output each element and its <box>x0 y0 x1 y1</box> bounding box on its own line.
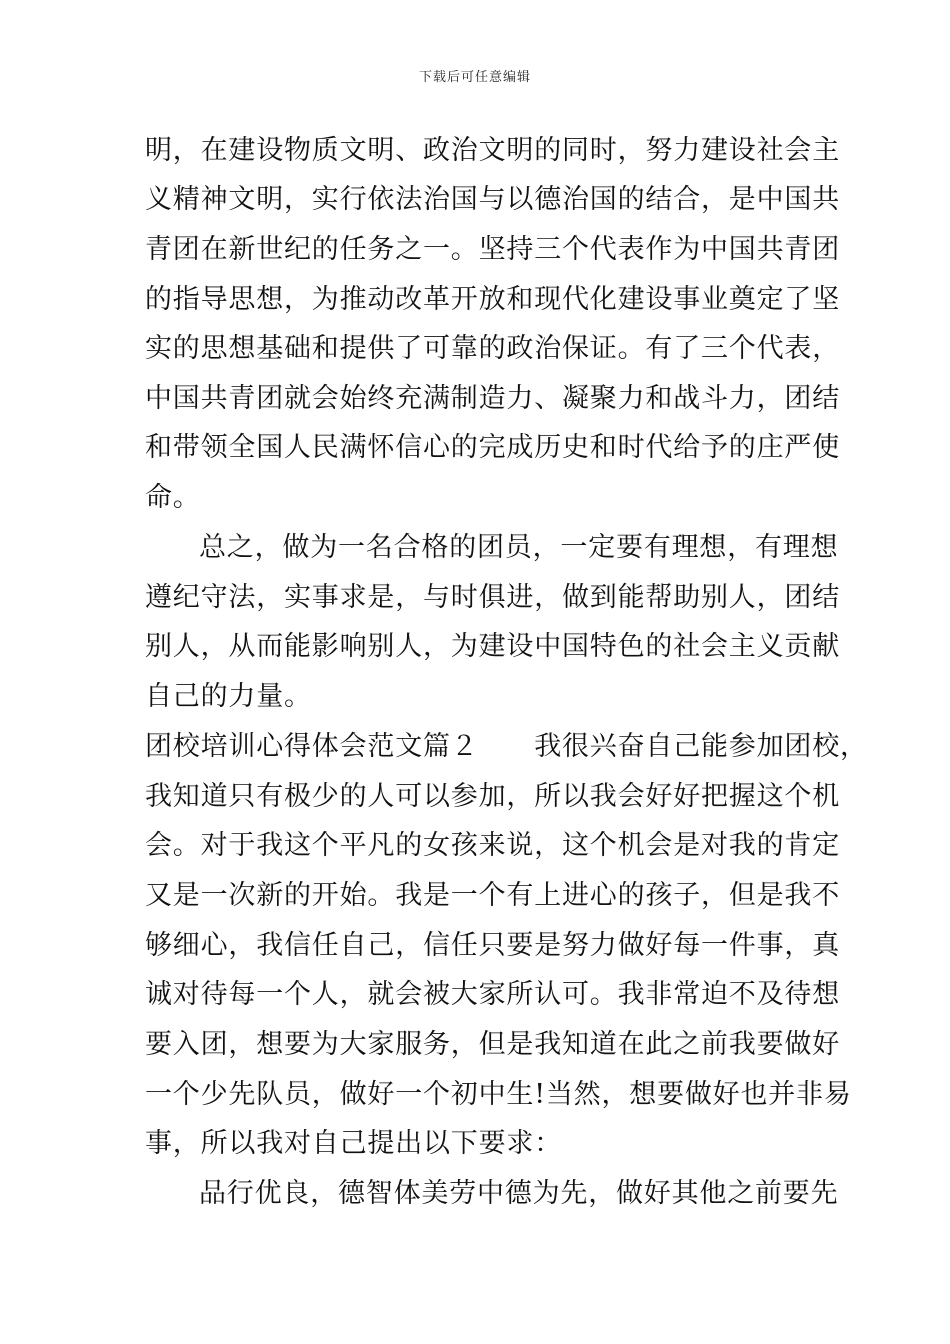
text-line: 命。 <box>145 482 201 513</box>
text-line: 会。对于我这个平凡的女孩来说，这个机会是对我的肯定 <box>145 830 840 861</box>
text-line: 我知道只有极少的人可以参加，所以我会好好把握这个机 <box>145 781 840 812</box>
text-line: 义精神文明，实行依法治国与以德治国的结合，是中国共 <box>145 184 840 215</box>
text-line: 事，所以我对自己提出以下要求： <box>145 1128 562 1159</box>
text-line: 要入团，想要为大家服务，但是我知道在此之前我要做好 <box>145 1029 840 1060</box>
text-line: 自己的力量。 <box>145 681 312 712</box>
text-line: 实的思想基础和提供了可靠的政治保证。有了三个代表， <box>145 333 840 364</box>
text-line: 够细心，我信任自己，信任只要是努力做好每一件事，真 <box>145 930 840 961</box>
section-title-line: 团校培训心得体会范文篇２ 我很兴奋自己能参加团校， <box>145 731 868 762</box>
paragraph-first-line: 总之，做为一名合格的团员，一定要有理想，有理想 <box>199 532 839 563</box>
text-line: 诚对待每一个人，就会被大家所认可。我非常迫不及待想 <box>145 979 840 1010</box>
text-line: 和带领全国人民满怀信心的完成历史和时代给予的庄严使 <box>145 432 840 463</box>
text-line: 明，在建设物质文明、政治文明的同时，努力建设社会主 <box>145 135 840 166</box>
text-line: 别人，从而能影响别人，为建设中国特色的社会主义贡献 <box>145 631 840 662</box>
text-line: 遵纪守法，实事求是，与时俱进，做到能帮助别人，团结 <box>145 582 840 613</box>
page-header: 下载后可任意编辑 <box>418 70 531 85</box>
text-line: 一个少先队员，做好一个初中生!当然，想要做好也并非易 <box>145 1079 852 1110</box>
paragraph-first-line: 品行优良，德智体美劳中德为先，做好其他之前要先 <box>199 1178 839 1209</box>
text-line: 的指导思想，为推动改革开放和现代化建设事业奠定了坚 <box>145 284 840 315</box>
text-line: 青团在新世纪的任务之一。坚持三个代表作为中国共青团 <box>145 234 840 265</box>
text-line: 中国共青团就会始终充满制造力、凝聚力和战斗力，团结 <box>145 383 840 414</box>
text-line: 又是一次新的开始。我是一个有上进心的孩子，但是我不 <box>145 880 840 911</box>
